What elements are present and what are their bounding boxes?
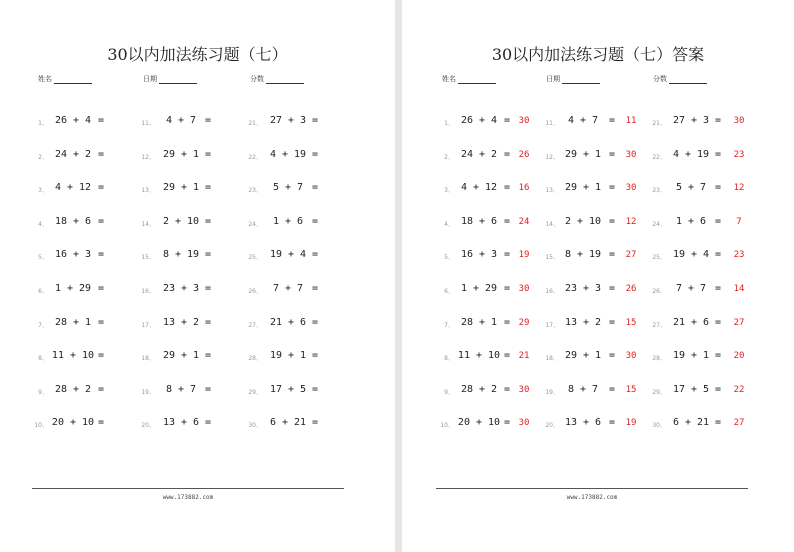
equals-sign: = [608, 316, 616, 328]
equals-sign: = [714, 249, 722, 261]
problem-expression: 18 + 6 [54, 215, 92, 227]
problem-number: 14、 [545, 220, 559, 228]
problem-number: 19、 [141, 388, 155, 396]
problem-number: 22、 [652, 153, 666, 161]
footer-url: www.173882.com [162, 494, 214, 501]
problem-expression: 20 + 10 [51, 417, 95, 429]
problem-expression: 4 + 19 [269, 148, 307, 160]
equals-sign: = [608, 350, 616, 362]
answer-value: 30 [518, 384, 530, 395]
equals-sign: = [97, 316, 105, 328]
problem-number: 23、 [652, 187, 666, 195]
problem-expression: 18 + 6 [460, 215, 498, 227]
problem-expression: 26 + 4 [460, 115, 498, 126]
answer-value: 16 [518, 183, 530, 194]
equals-sign: = [97, 283, 105, 294]
answer-value: 19 [518, 250, 530, 261]
problem-expression: 27 + 3 [269, 115, 307, 126]
problem-row [0, 283, 395, 297]
problem-number: 16、 [141, 288, 155, 295]
equals-sign: = [97, 417, 105, 429]
equals-sign: = [204, 350, 212, 362]
answer-page [402, 0, 794, 552]
problem-expression: 19 + 4 [269, 249, 307, 261]
problem-expression: 1 + 29 [54, 283, 92, 294]
problem-expression: 17 + 5 [672, 383, 710, 395]
answer-value: 15 [625, 384, 637, 395]
page-title: 30以内加法练习题（七） [107, 45, 288, 64]
problem-number: 29、 [652, 388, 666, 396]
problem-expression: 8 + 19 [564, 249, 602, 261]
problem-expression: 16 + 3 [460, 249, 498, 261]
equals-sign: = [204, 316, 212, 328]
equals-sign: = [311, 316, 319, 328]
problem-expression: 7 + 7 [272, 283, 304, 294]
answer-value: 30 [625, 351, 637, 362]
problem-number: 9、 [38, 388, 48, 396]
problem-row [0, 384, 395, 398]
problem-number: 27、 [248, 321, 262, 329]
equals-sign: = [97, 383, 105, 395]
answer-value: 15 [625, 317, 637, 328]
score-line [266, 74, 304, 84]
equals-sign: = [503, 215, 511, 227]
problem-number: 6、 [38, 288, 48, 295]
answer-row [402, 417, 794, 431]
problem-number: 3、 [38, 187, 48, 195]
answer-value: 11 [625, 116, 637, 126]
worksheet-page [0, 0, 395, 552]
problem-expression: 4 + 12 [460, 182, 498, 194]
problem-number: 7、 [444, 321, 454, 329]
problem-row [0, 417, 395, 431]
problem-number: 30、 [248, 422, 262, 430]
equals-sign: = [97, 350, 105, 362]
problem-expression: 13 + 2 [162, 316, 200, 328]
answer-value: 29 [518, 317, 530, 328]
problem-number: 23、 [248, 187, 262, 195]
problem-expression: 28 + 2 [460, 383, 498, 395]
problem-expression: 19 + 4 [672, 249, 710, 261]
equals-sign: = [714, 383, 722, 395]
score-label: 分数 [250, 75, 264, 83]
problem-expression: 1 + 6 [272, 215, 304, 227]
equals-sign: = [204, 417, 212, 429]
name-field [38, 74, 92, 84]
equals-sign: = [714, 417, 722, 429]
score-line [669, 74, 707, 84]
problem-number: 13、 [545, 187, 559, 195]
problem-expression: 8 + 7 [567, 383, 599, 395]
footer-divider [32, 488, 344, 489]
answer-value: 26 [518, 149, 530, 160]
equals-sign: = [311, 115, 319, 126]
problem-number: 18、 [141, 355, 155, 363]
problem-number: 29、 [248, 388, 262, 396]
equals-sign: = [97, 115, 105, 126]
problem-expression: 28 + 1 [54, 316, 92, 328]
equals-sign: = [97, 148, 105, 160]
problem-expression: 29 + 1 [564, 182, 602, 194]
answer-row [402, 317, 794, 331]
equals-sign: = [503, 417, 511, 429]
equals-sign: = [204, 283, 212, 294]
equals-sign: = [204, 182, 212, 194]
equals-sign: = [714, 215, 722, 227]
date-label: 日期 [546, 75, 560, 83]
date-field [546, 74, 600, 84]
problem-expression: 21 + 6 [672, 316, 710, 328]
problem-expression: 5 + 7 [272, 182, 304, 194]
equals-sign: = [97, 182, 105, 194]
problem-number: 10、 [440, 422, 454, 430]
name-line [458, 74, 496, 84]
problem-number: 25、 [248, 254, 262, 262]
problem-expression: 13 + 2 [564, 316, 602, 328]
problem-number: 17、 [545, 321, 559, 329]
answer-value: 20 [733, 351, 745, 362]
problem-expression: 4 + 7 [567, 115, 599, 126]
problem-expression: 16 + 3 [54, 249, 92, 261]
problem-expression: 4 + 19 [672, 148, 710, 160]
problem-expression: 4 + 12 [54, 182, 92, 194]
problem-expression: 29 + 1 [162, 350, 200, 362]
problem-number: 20、 [141, 422, 155, 430]
equals-sign: = [608, 148, 616, 160]
problem-number: 5、 [444, 254, 454, 262]
equals-sign: = [311, 417, 319, 429]
answer-value: 30 [518, 116, 530, 126]
problem-number: 26、 [652, 288, 666, 295]
equals-sign: = [714, 115, 722, 126]
date-field [143, 74, 197, 84]
answer-row [402, 182, 794, 196]
answer-value: 30 [625, 149, 637, 160]
problem-number: 2、 [444, 153, 454, 161]
answer-value: 30 [733, 116, 745, 126]
problem-number: 2、 [38, 153, 48, 161]
equals-sign: = [97, 215, 105, 227]
problem-number: 21、 [248, 120, 262, 127]
problem-row [0, 350, 395, 364]
problem-number: 19、 [545, 388, 559, 396]
problem-number: 25、 [652, 254, 666, 262]
problem-number: 13、 [141, 187, 155, 195]
problem-number: 10、 [34, 422, 48, 430]
problem-number: 11、 [141, 120, 155, 127]
answer-value: 30 [625, 183, 637, 194]
equals-sign: = [311, 148, 319, 160]
problem-expression: 6 + 21 [269, 417, 307, 429]
answer-value: 12 [625, 216, 637, 227]
problem-expression: 20 + 10 [457, 417, 501, 429]
problem-number: 18、 [545, 355, 559, 363]
problem-expression: 26 + 4 [54, 115, 92, 126]
problem-expression: 29 + 1 [162, 182, 200, 194]
equals-sign: = [714, 283, 722, 294]
problem-number: 14、 [141, 220, 155, 228]
name-label: 姓名 [442, 75, 456, 83]
equals-sign: = [204, 115, 212, 126]
problem-expression: 7 + 7 [675, 283, 707, 294]
problem-number: 20、 [545, 422, 559, 430]
problem-number: 4、 [38, 220, 48, 228]
equals-sign: = [204, 148, 212, 160]
answer-value: 7 [736, 216, 742, 227]
answer-value: 27 [733, 317, 745, 328]
problem-row [0, 317, 395, 331]
equals-sign: = [714, 316, 722, 328]
problem-expression: 24 + 2 [460, 148, 498, 160]
equals-sign: = [608, 283, 616, 294]
problem-expression: 27 + 3 [672, 115, 710, 126]
problem-number: 27、 [652, 321, 666, 329]
equals-sign: = [503, 182, 511, 194]
problem-number: 28、 [652, 355, 666, 363]
problem-expression: 1 + 29 [460, 283, 498, 294]
equals-sign: = [608, 215, 616, 227]
date-line [562, 74, 600, 84]
problem-expression: 2 + 10 [162, 215, 200, 227]
equals-sign: = [503, 249, 511, 261]
equals-sign: = [204, 383, 212, 395]
problem-row [0, 115, 395, 129]
answer-value: 23 [733, 250, 745, 261]
problem-number: 8、 [38, 355, 48, 363]
answer-row [402, 384, 794, 398]
problem-expression: 11 + 10 [51, 350, 95, 362]
problem-expression: 19 + 1 [672, 350, 710, 362]
problem-row [0, 149, 395, 163]
problem-number: 28、 [248, 355, 262, 363]
equals-sign: = [311, 249, 319, 261]
score-field [250, 74, 304, 84]
problem-number: 1、 [38, 120, 48, 127]
problem-number: 15、 [545, 254, 559, 262]
answer-value: 22 [733, 384, 745, 395]
problem-number: 7、 [38, 321, 48, 329]
problem-expression: 6 + 21 [672, 417, 710, 429]
problem-number: 24、 [248, 220, 262, 228]
problem-expression: 28 + 2 [54, 383, 92, 395]
problem-number: 15、 [141, 254, 155, 262]
answer-value: 24 [518, 216, 530, 227]
problem-number: 5、 [38, 254, 48, 262]
problem-expression: 29 + 1 [564, 148, 602, 160]
problem-expression: 13 + 6 [162, 417, 200, 429]
name-line [54, 74, 92, 84]
equals-sign: = [608, 383, 616, 395]
answer-value: 14 [733, 284, 745, 294]
date-line [159, 74, 197, 84]
problem-expression: 21 + 6 [269, 316, 307, 328]
score-field [653, 74, 707, 84]
problem-expression: 29 + 1 [564, 350, 602, 362]
date-label: 日期 [143, 75, 157, 83]
answer-value: 23 [733, 149, 745, 160]
answer-row [402, 283, 794, 297]
answer-value: 27 [625, 250, 637, 261]
problem-expression: 2 + 10 [564, 215, 602, 227]
answer-value: 21 [518, 351, 530, 362]
equals-sign: = [503, 316, 511, 328]
problem-number: 26、 [248, 288, 262, 295]
equals-sign: = [311, 383, 319, 395]
equals-sign: = [311, 283, 319, 294]
equals-sign: = [608, 249, 616, 261]
equals-sign: = [608, 417, 616, 429]
equals-sign: = [204, 215, 212, 227]
equals-sign: = [714, 350, 722, 362]
equals-sign: = [311, 350, 319, 362]
problem-number: 16、 [545, 288, 559, 295]
problem-expression: 4 + 7 [165, 115, 197, 126]
problem-expression: 19 + 1 [269, 350, 307, 362]
equals-sign: = [97, 249, 105, 261]
equals-sign: = [204, 249, 212, 261]
problem-expression: 28 + 1 [460, 316, 498, 328]
answer-row [402, 216, 794, 230]
problem-number: 22、 [248, 153, 262, 161]
equals-sign: = [503, 350, 511, 362]
answer-value: 26 [625, 284, 637, 294]
equals-sign: = [714, 148, 722, 160]
answer-row [402, 249, 794, 263]
footer-divider [436, 488, 748, 489]
problem-expression: 1 + 6 [675, 215, 707, 227]
answer-value: 19 [625, 418, 637, 429]
problem-expression: 23 + 3 [564, 283, 602, 294]
problem-row [0, 216, 395, 230]
problem-expression: 13 + 6 [564, 417, 602, 429]
equals-sign: = [714, 182, 722, 194]
answer-value: 27 [733, 418, 745, 429]
name-field [442, 74, 496, 84]
problem-number: 6、 [444, 288, 454, 295]
problem-number: 8、 [444, 355, 454, 363]
equals-sign: = [311, 182, 319, 194]
problem-expression: 11 + 10 [457, 350, 501, 362]
problem-number: 9、 [444, 388, 454, 396]
problem-expression: 24 + 2 [54, 148, 92, 160]
equals-sign: = [608, 182, 616, 194]
problem-number: 30、 [652, 422, 666, 430]
answer-value: 30 [518, 284, 530, 294]
equals-sign: = [608, 115, 616, 126]
answer-row [402, 149, 794, 163]
problem-number: 17、 [141, 321, 155, 329]
problem-expression: 8 + 7 [165, 383, 197, 395]
problem-number: 4、 [444, 220, 454, 228]
page-title: 30以内加法练习题（七）答案 [491, 45, 705, 64]
problem-number: 12、 [141, 153, 155, 161]
problem-number: 24、 [652, 220, 666, 228]
problem-row [0, 249, 395, 263]
problem-number: 1、 [444, 120, 454, 127]
score-label: 分数 [653, 75, 667, 83]
equals-sign: = [503, 283, 511, 294]
problem-expression: 29 + 1 [162, 148, 200, 160]
problem-expression: 8 + 19 [162, 249, 200, 261]
equals-sign: = [503, 115, 511, 126]
problem-number: 3、 [444, 187, 454, 195]
footer-url: www.173882.com [566, 494, 618, 501]
equals-sign: = [503, 383, 511, 395]
problem-row [0, 182, 395, 196]
problem-number: 12、 [545, 153, 559, 161]
problem-expression: 17 + 5 [269, 383, 307, 395]
equals-sign: = [503, 148, 511, 160]
equals-sign: = [311, 215, 319, 227]
answer-value: 30 [518, 418, 530, 429]
problem-number: 21、 [652, 120, 666, 127]
name-label: 姓名 [38, 75, 52, 83]
problem-number: 11、 [545, 120, 559, 127]
answer-row [402, 350, 794, 364]
answer-value: 12 [733, 183, 745, 194]
problem-expression: 23 + 3 [162, 283, 200, 294]
problem-expression: 5 + 7 [675, 182, 707, 194]
answer-row [402, 115, 794, 129]
